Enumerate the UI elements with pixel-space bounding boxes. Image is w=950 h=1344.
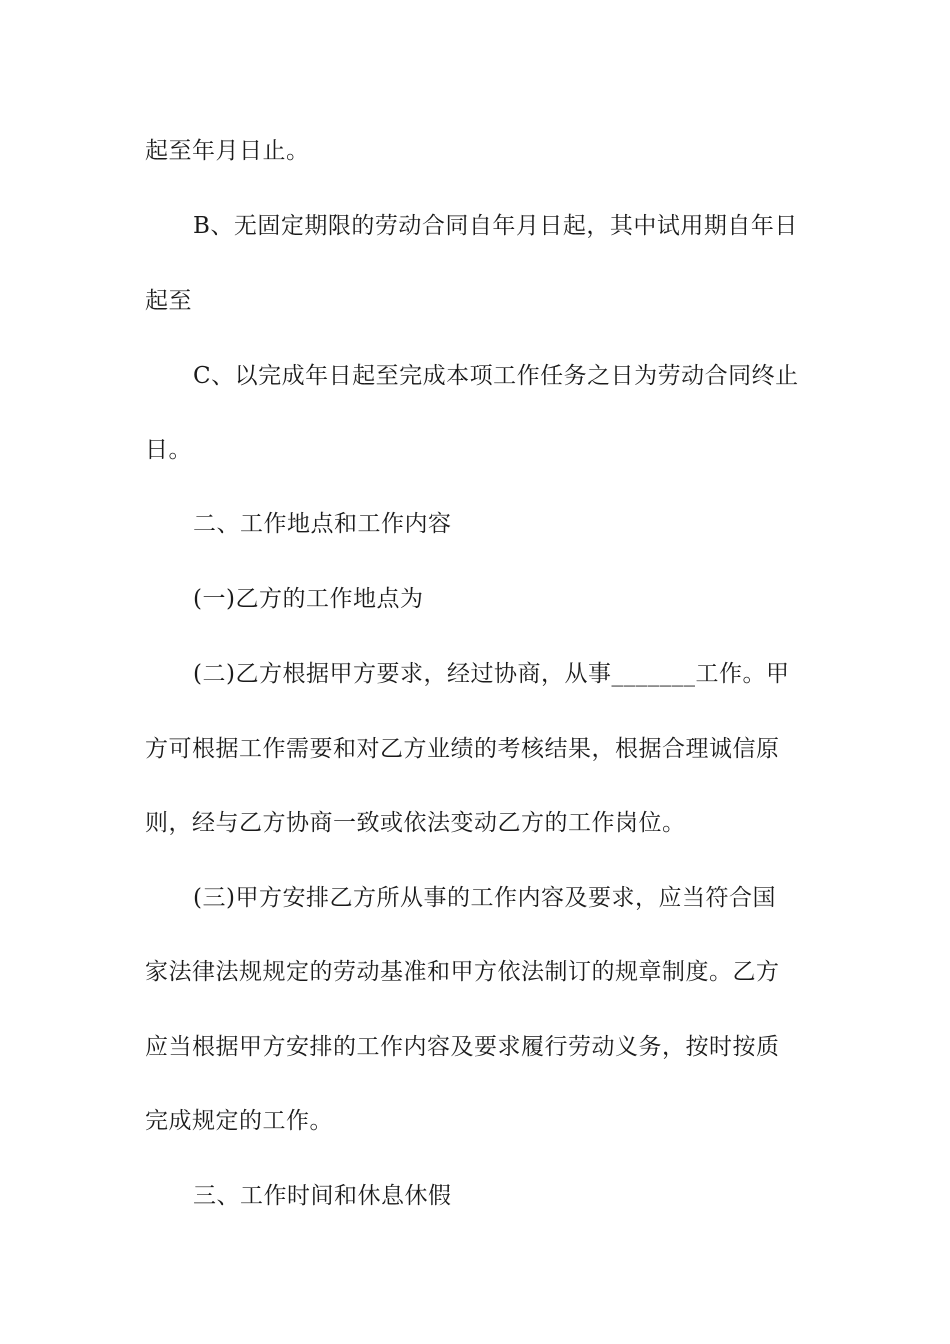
text-line: 完成规定的工作。 <box>145 1108 333 1134</box>
text-line: (二)乙方根据甲方要求，经过协商，从事_______工作。甲 <box>193 661 790 687</box>
text-line: 方可根据工作需要和对乙方业绩的考核结果，根据合理诚信原 <box>145 736 780 762</box>
text-line: 起至 <box>145 288 192 314</box>
text-line: 日。 <box>145 437 192 463</box>
text-line: 起至年月日止。 <box>145 138 310 164</box>
text-line: (一)乙方的工作地点为 <box>193 586 424 612</box>
text-line: (三)甲方安排乙方所从事的工作内容及要求，应当符合国 <box>193 885 776 911</box>
section-heading: 三、工作时间和休息休假 <box>193 1183 452 1209</box>
text-line: 家法律法规规定的劳动基准和甲方依法制订的规章制度。乙方 <box>145 959 780 985</box>
text-line: B、无固定期限的劳动合同自年月日起，其中试用期自年日 <box>193 213 798 239</box>
section-heading: 二、工作地点和工作内容 <box>193 511 452 537</box>
text-line: 应当根据甲方安排的工作内容及要求履行劳动义务，按时按质 <box>145 1034 780 1060</box>
text-line: C、以完成年日起至完成本项工作任务之日为劳动合同终止 <box>193 363 799 389</box>
text-line: 则，经与乙方协商一致或依法变动乙方的工作岗位。 <box>145 810 686 836</box>
